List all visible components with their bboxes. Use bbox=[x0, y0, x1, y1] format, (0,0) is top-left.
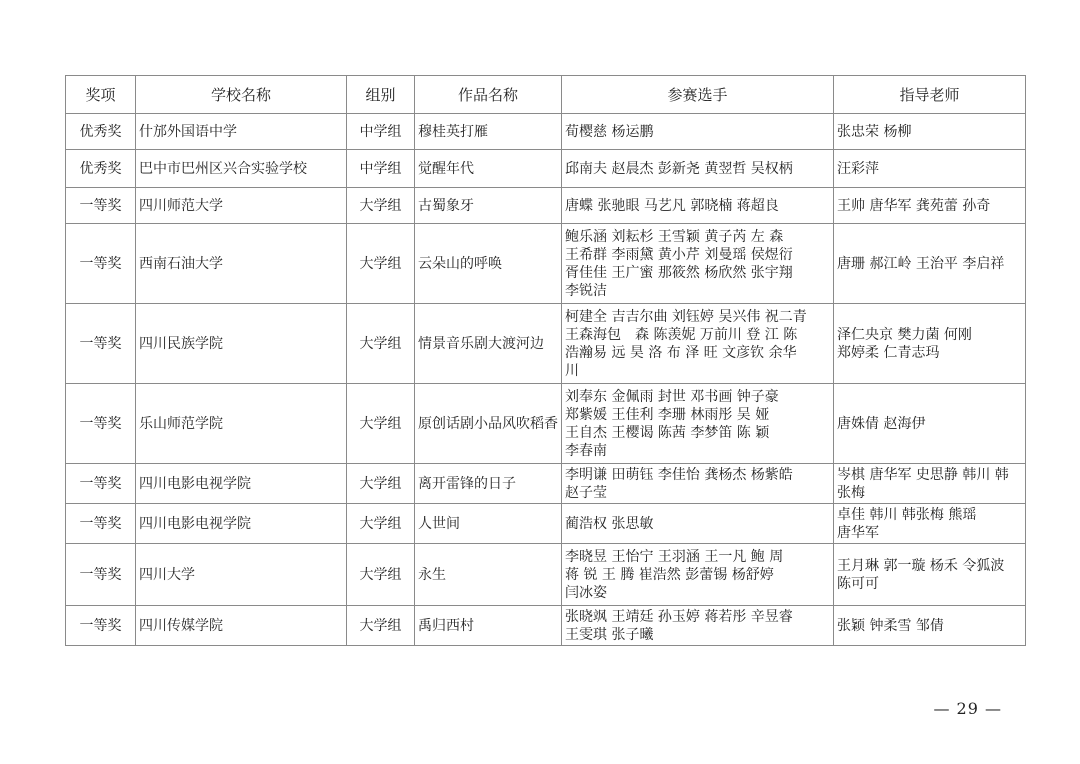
cell-group: 大学组 bbox=[347, 606, 415, 646]
table-row bbox=[66, 114, 1026, 150]
cell-group: 大学组 bbox=[347, 188, 415, 224]
cell-school: 四川传媒学院 bbox=[136, 606, 347, 646]
cell-award: 一等奖 bbox=[66, 544, 136, 606]
cell-award: 优秀奖 bbox=[66, 114, 136, 150]
cell-teachers: 王月琳 郭一璇 杨禾 令狐波 陈可可 bbox=[834, 544, 1026, 606]
header-group: 组别 bbox=[347, 76, 415, 114]
header-work: 作品名称 bbox=[415, 76, 562, 114]
cell-work: 穆桂英打雁 bbox=[415, 114, 562, 150]
cell-award: 一等奖 bbox=[66, 384, 136, 464]
cell-school: 四川电影电视学院 bbox=[136, 464, 347, 504]
cell-school: 四川电影电视学院 bbox=[136, 504, 347, 544]
header-school: 学校名称 bbox=[136, 76, 347, 114]
awards-table bbox=[65, 75, 1026, 646]
cell-teachers: 泽仁央京 樊力菌 何刚 郑婷柔 仁青志玛 bbox=[834, 304, 1026, 384]
cell-players: 刘奉东 金佩雨 封世 邓书画 钟子豪 郑紫媛 王佳利 李珊 林雨彤 吴 娅 王自杰 王樱谒 陈茜 李梦笛 陈 颖 李春南 bbox=[562, 384, 834, 464]
cell-players: 荀樱慈 杨运鹏 bbox=[562, 114, 834, 150]
table-row bbox=[66, 304, 1026, 384]
cell-school: 四川民族学院 bbox=[136, 304, 347, 384]
cell-players: 鲍乐涵 刘耘杉 王雪颖 黄子芮 左 森 王希群 李雨黛 黄小芹 刘曼瑶 侯煜衍 胥佳佳 王广蜜 那筱然 杨欣然 张宇翔 李锐洁 bbox=[562, 224, 834, 304]
cell-award: 一等奖 bbox=[66, 464, 136, 504]
cell-group: 大学组 bbox=[347, 504, 415, 544]
cell-school: 西南石油大学 bbox=[136, 224, 347, 304]
table-row bbox=[66, 384, 1026, 464]
table-header-row bbox=[66, 76, 1026, 114]
cell-teachers: 张颖 钟柔雪 邹倩 bbox=[834, 606, 1026, 646]
cell-group: 大学组 bbox=[347, 544, 415, 606]
table-row bbox=[66, 150, 1026, 188]
cell-group: 大学组 bbox=[347, 384, 415, 464]
cell-players: 李明谦 田萌钰 李佳怡 龚杨杰 杨紫皓 赵子莹 bbox=[562, 464, 834, 504]
cell-award: 优秀奖 bbox=[66, 150, 136, 188]
cell-players: 李晓昱 王怡宁 王羽涵 王一凡 鲍 周 蒋 锐 王 腾 崔浩然 彭蕾锡 杨舒婷 闫冰姿 bbox=[562, 544, 834, 606]
header-award: 奖项 bbox=[66, 76, 136, 114]
cell-award: 一等奖 bbox=[66, 504, 136, 544]
cell-school: 乐山师范学院 bbox=[136, 384, 347, 464]
cell-teachers: 王帅 唐华军 龚苑蕾 孙奇 bbox=[834, 188, 1026, 224]
page-number: — 29 — bbox=[933, 699, 1002, 718]
cell-award: 一等奖 bbox=[66, 606, 136, 646]
cell-work: 情景音乐剧大渡河边 bbox=[415, 304, 562, 384]
cell-teachers: 卓佳 韩川 韩张梅 熊瑶 唐华军 bbox=[834, 504, 1026, 544]
cell-work: 古蜀象牙 bbox=[415, 188, 562, 224]
table-row bbox=[66, 224, 1026, 304]
cell-work: 离开雷锋的日子 bbox=[415, 464, 562, 504]
cell-group: 大学组 bbox=[347, 304, 415, 384]
cell-work: 禹归西村 bbox=[415, 606, 562, 646]
cell-school: 四川师范大学 bbox=[136, 188, 347, 224]
cell-players: 张晓飒 王靖廷 孙玉婷 蒋若彤 辛昱睿 王雯琪 张子曦 bbox=[562, 606, 834, 646]
cell-award: 一等奖 bbox=[66, 188, 136, 224]
cell-teachers: 张忠荣 杨柳 bbox=[834, 114, 1026, 150]
table-row bbox=[66, 544, 1026, 606]
cell-school: 什邡外国语中学 bbox=[136, 114, 347, 150]
table-row bbox=[66, 606, 1026, 646]
cell-award: 一等奖 bbox=[66, 224, 136, 304]
cell-group: 大学组 bbox=[347, 464, 415, 504]
cell-work: 云朵山的呼唤 bbox=[415, 224, 562, 304]
cell-school: 四川大学 bbox=[136, 544, 347, 606]
cell-school: 巴中市巴州区兴合实验学校 bbox=[136, 150, 347, 188]
table-row bbox=[66, 464, 1026, 504]
cell-players: 邱南夫 赵晨杰 彭新尧 黄翌哲 吴权柄 bbox=[562, 150, 834, 188]
table-row bbox=[66, 188, 1026, 224]
cell-work: 觉醒年代 bbox=[415, 150, 562, 188]
cell-players: 唐蝶 张驰眼 马艺凡 郭晓楠 蒋超良 bbox=[562, 188, 834, 224]
cell-teachers: 岑棋 唐华军 史思静 韩川 韩 张梅 bbox=[834, 464, 1026, 504]
cell-group: 中学组 bbox=[347, 150, 415, 188]
table-row bbox=[66, 504, 1026, 544]
header-players: 参赛选手 bbox=[562, 76, 834, 114]
cell-group: 大学组 bbox=[347, 224, 415, 304]
cell-teachers: 唐姝倩 赵海伊 bbox=[834, 384, 1026, 464]
cell-players: 柯建全 吉吉尔曲 刘钰婷 吴兴伟 祝二青 王森海包 森 陈羡妮 万前川 登 江 陈 浩瀚易 远 昊 洛 布 泽 旺 文彦钦 余华 川 bbox=[562, 304, 834, 384]
cell-work: 原创话剧小品风吹稻香 bbox=[415, 384, 562, 464]
cell-teachers: 汪彩萍 bbox=[834, 150, 1026, 188]
cell-work: 人世间 bbox=[415, 504, 562, 544]
cell-group: 中学组 bbox=[347, 114, 415, 150]
cell-work: 永生 bbox=[415, 544, 562, 606]
cell-players: 蔺浩权 张思敏 bbox=[562, 504, 834, 544]
cell-award: 一等奖 bbox=[66, 304, 136, 384]
header-teachers: 指导老师 bbox=[834, 76, 1026, 114]
cell-teachers: 唐珊 郝江岭 王治平 李启祥 bbox=[834, 224, 1026, 304]
